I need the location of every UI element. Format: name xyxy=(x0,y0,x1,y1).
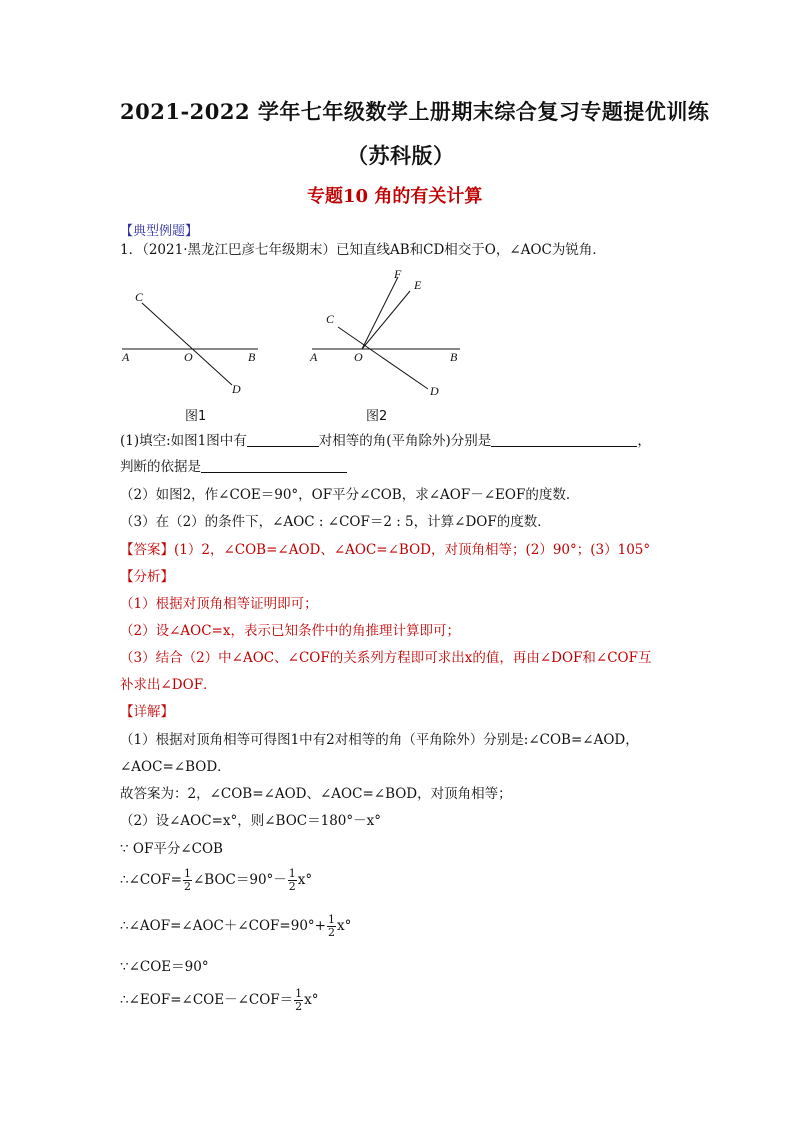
fraction-half: $\frac{1}{2}$ xyxy=(327,913,335,939)
fig2-label-o: O xyxy=(354,350,363,364)
fig2-label-a: A xyxy=(310,350,318,364)
detail-label: 【详解】 xyxy=(120,704,174,720)
analysis-line-3: （3）结合（2）中∠AOC、∠COF的关系列方程即可求出x的值，再由∠DOF和∠COF互 xyxy=(120,650,652,666)
figure-1 xyxy=(110,285,280,415)
section-example-label: 【典型例题】 xyxy=(120,224,199,239)
fig1-label-d: D xyxy=(232,382,241,396)
fig2-label-c: C xyxy=(326,312,335,326)
detail-line-4: （2）设∠AOC=x°，则∠BOC＝180°－x° xyxy=(120,813,381,829)
topic-subtitle: 专题10 角的有关计算 xyxy=(307,186,483,207)
fig1-line-cd xyxy=(142,303,232,385)
fig2-ray-oe xyxy=(362,291,410,349)
question-part1: (1)填空:如图1图中有 对相等的角(平角除外)分别是 ， xyxy=(120,433,651,449)
detail-line-3: 故答案为：2，∠COB=∠AOD、∠AOC=∠BOD，对顶角相等； xyxy=(120,786,512,802)
fraction-half: $\frac{1}{2}$ xyxy=(288,867,296,893)
answer-blank-count[interactable] xyxy=(247,432,319,447)
detail-line-6: ∴∠COF= $\frac{1}{2}$ ∠BOC＝90°－ $\frac{1}{2}$ x° xyxy=(120,867,313,893)
page-title-edition: （苏科版） xyxy=(347,143,455,168)
fig1-label-c: C xyxy=(135,290,144,304)
analysis-line-2: （2）设∠AOC=x，表示已知条件中的角推理计算即可； xyxy=(120,623,460,639)
analysis-line-1: （1）根据对顶角相等证明即可； xyxy=(120,596,318,612)
figure-1-caption: 图1 xyxy=(185,409,207,424)
detail-line-9: ∴∠EOF=∠COE－∠COF＝ $\frac{1}{2}$ x° xyxy=(120,987,319,1013)
fig2-label-b: B xyxy=(450,350,458,364)
detail-line-7: ∴∠AOF=∠AOC＋∠COF=90°+ $\frac{1}{2}$ x° xyxy=(120,913,352,939)
fig2-ray-of xyxy=(362,277,398,349)
fig2-label-e: E xyxy=(414,278,422,292)
fig1-label-b: B xyxy=(248,350,256,364)
analysis-label: 【分析】 xyxy=(120,569,174,585)
fig1-label-o: O xyxy=(184,350,193,364)
figure-2-caption: 图2 xyxy=(366,409,388,424)
answer-blank-angles[interactable] xyxy=(491,432,637,447)
detail-line-1: （1）根据对顶角相等可得图1中有2对相等的角（平角除外）分别是:∠COB=∠AOD， xyxy=(120,732,639,748)
answer-blank-reason[interactable] xyxy=(201,458,347,473)
question-part3: （3）在（2）的条件下，∠AOC : ∠COF＝2 : 5，计算∠DOF的度数． xyxy=(120,514,551,530)
detail-line-8: ∵∠COE＝90° xyxy=(120,959,209,975)
answer-line xyxy=(120,540,650,560)
fig1-label-a: A xyxy=(122,350,130,364)
detail-line-2: ∠AOC=∠BOD． xyxy=(120,759,231,775)
question-part1-reason: 判断的依据是 xyxy=(120,457,347,477)
analysis-line-4: 补求出∠DOF． xyxy=(120,677,217,693)
fraction-half: $\frac{1}{2}$ xyxy=(183,867,191,893)
question-stem: 1．（2021·黑龙江巴彦七年级期末）已知直线AB和CD相交于O，∠AOC为锐角． xyxy=(120,242,606,258)
fig2-line-cd xyxy=(338,327,428,389)
answer-label: 【答案】 xyxy=(120,542,174,558)
detail-line-5: ∵ OF平分∠COB xyxy=(120,841,223,857)
answer-text: (1）2，∠COB=∠AOD、∠AOC=∠BOD，对顶角相等；(2）90°；(3）105° xyxy=(174,542,651,558)
fig2-label-d: D xyxy=(430,384,439,398)
fraction-half: $\frac{1}{2}$ xyxy=(295,987,303,1013)
figure-2 xyxy=(300,265,470,400)
fig2-label-f: F xyxy=(394,267,402,281)
question-part2: （2）如图2，作∠COE＝90°，OF平分∠COB，求∠AOF－∠EOF的度数． xyxy=(120,487,580,503)
page-title: 2021-2022 学年七年级数学上册期末综合复习专题提优训练 xyxy=(120,99,710,124)
